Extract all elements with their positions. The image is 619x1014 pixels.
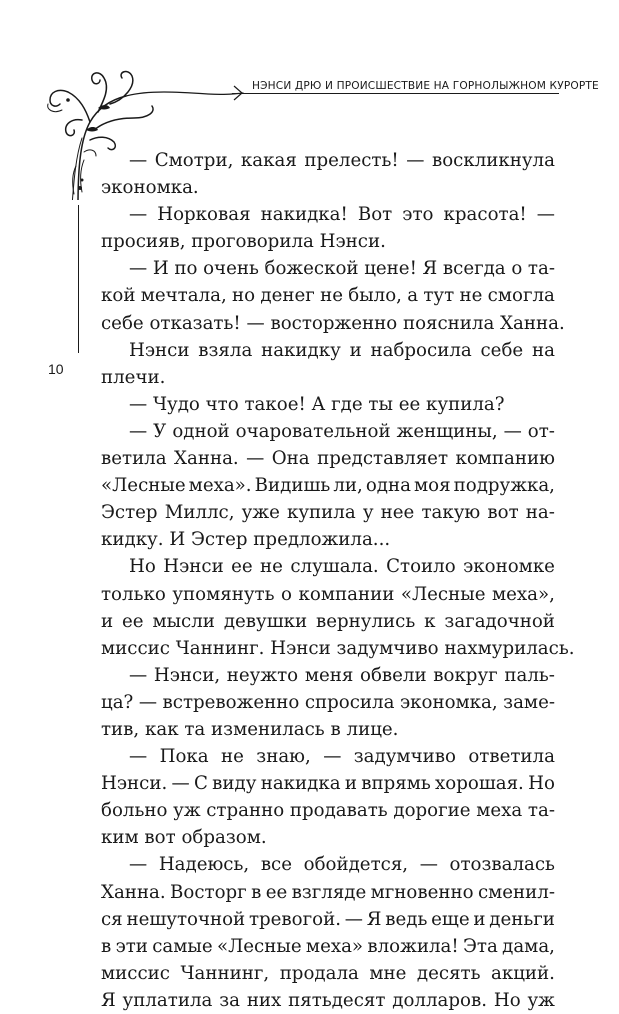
margin-rule: [78, 205, 79, 353]
word: деньги: [489, 908, 555, 930]
word: Вот: [357, 204, 393, 226]
word: ветила: [101, 448, 167, 470]
word: не: [320, 285, 343, 307]
word: продавать: [289, 800, 388, 822]
word: меха: [476, 800, 523, 822]
word: какая: [240, 150, 297, 171]
word: на-: [525, 502, 555, 524]
text-line: [101, 310, 565, 337]
word: кой: [101, 285, 136, 307]
word: Нэнси: [129, 339, 190, 361]
word: встревоженно: [162, 691, 300, 713]
text-line: [101, 879, 555, 906]
word: прелесть!: [304, 150, 399, 171]
word: компанию: [455, 448, 555, 470]
word: Ханна.: [174, 448, 239, 470]
line-text: тив, как та изменилась в лице.: [101, 718, 399, 740]
word: меха».: [188, 475, 252, 497]
word: Но: [528, 773, 555, 795]
word: вот: [487, 502, 519, 524]
word: вернулись: [316, 610, 416, 632]
word: воскликнула: [431, 150, 555, 171]
word: очень: [203, 258, 259, 280]
word: себе: [480, 339, 524, 361]
word: дорогие: [393, 800, 471, 822]
word: накидка!: [260, 204, 348, 226]
text-line: [101, 987, 555, 1014]
word: Эстер: [101, 502, 158, 524]
word: смогла: [487, 285, 555, 307]
word: Эта: [463, 935, 498, 957]
text-line: [101, 553, 555, 580]
word: и: [349, 339, 362, 361]
word: не: [260, 556, 283, 578]
word: одна: [365, 475, 411, 497]
text-line: [101, 770, 555, 797]
running-head: НЭНСИ ДРЮ И ПРОИСШЕСТВИЕ НА ГОРНОЛЫЖНОМ КУРОРТЕ: [252, 80, 599, 92]
text-line: [101, 255, 555, 282]
word: самые: [152, 935, 213, 957]
word: от-: [527, 420, 555, 442]
word: спросила: [304, 691, 395, 713]
word: не: [459, 285, 483, 307]
word: женщины,: [396, 420, 498, 442]
word: —: [138, 691, 157, 713]
word: ее: [122, 610, 144, 632]
word: —: [129, 204, 148, 226]
word: эти: [115, 935, 148, 957]
word: виду: [212, 773, 257, 795]
text-line: [101, 797, 555, 824]
word: Пока: [159, 746, 209, 768]
word: Я: [422, 258, 438, 280]
text-line: [101, 635, 575, 662]
word: все: [260, 854, 293, 876]
word: мечтала,: [140, 285, 227, 307]
word: экономка,: [399, 691, 498, 713]
word: Но: [129, 556, 156, 578]
body-text: [101, 147, 575, 1014]
text-line: [101, 228, 555, 255]
page-number: 10: [48, 361, 64, 377]
line-text: себе отказать! — восторженно пояснила Ханна.: [101, 312, 565, 334]
word: мгновенно: [370, 881, 474, 903]
word: набросила: [370, 339, 472, 361]
word: продала: [279, 962, 359, 984]
text-line: [101, 824, 555, 851]
word: вокруг: [433, 664, 498, 686]
word: Ханна.: [101, 881, 166, 903]
word: экономке: [463, 556, 555, 578]
word: у: [362, 502, 374, 524]
word: очаровательной: [235, 420, 391, 442]
word: Видишь: [254, 475, 331, 497]
text-line: [101, 364, 555, 391]
word: было,: [348, 285, 402, 307]
text-line: [101, 147, 555, 174]
word: —: [323, 746, 342, 768]
word: впрямь: [361, 773, 431, 795]
word: взгляде: [291, 881, 367, 903]
word: о: [281, 583, 292, 605]
word: заме-: [503, 691, 555, 713]
word: ца?: [101, 691, 134, 713]
line-text: — Чудо что такое! А где ты ее купила?: [129, 393, 505, 415]
word: отозвалась: [449, 854, 555, 876]
word: Я: [366, 908, 382, 930]
text-line: [101, 201, 555, 228]
word: —: [129, 420, 148, 442]
word: ведь: [385, 908, 428, 930]
word: уж: [527, 989, 555, 1011]
word: нее: [380, 502, 415, 524]
text-line: [101, 960, 555, 987]
word: взяла: [198, 339, 253, 361]
word: «Лесные: [101, 475, 186, 497]
word: ответила: [468, 746, 555, 768]
word: цене!: [364, 258, 417, 280]
word: Нэнси,: [153, 664, 221, 686]
word: уж: [173, 800, 201, 822]
word: та-: [527, 258, 555, 280]
word: ее: [231, 556, 253, 578]
word: и: [101, 610, 114, 632]
word: —: [129, 258, 148, 280]
word: неужто: [226, 664, 299, 686]
word: —: [171, 773, 190, 795]
word: Восторг: [170, 881, 247, 903]
word: всегда: [442, 258, 506, 280]
word: Нэнси: [163, 556, 224, 578]
word: и: [344, 773, 357, 795]
text-line: [101, 282, 555, 309]
word: в: [101, 935, 112, 957]
word: тут: [423, 285, 455, 307]
word: сменил-: [477, 881, 555, 903]
word: а: [407, 285, 419, 307]
line-text: ким вот образом.: [101, 827, 267, 849]
word: божеской: [264, 258, 359, 280]
word: мысли: [152, 610, 215, 632]
word: упомянуть: [172, 583, 275, 605]
text-line: [101, 337, 555, 364]
word: десять: [416, 962, 481, 984]
word: ее: [265, 881, 288, 903]
word: моя: [414, 475, 451, 497]
word: еще: [431, 908, 470, 930]
text-line: [101, 445, 555, 472]
word: —: [129, 854, 148, 876]
word: Я: [101, 989, 116, 1011]
word: —: [129, 664, 148, 686]
word: «Лесные: [216, 935, 302, 957]
word: Надеюсь,: [158, 854, 250, 876]
word: больно: [101, 800, 168, 822]
line-text: миссис Чаннинг. Нэнси задумчиво нахмурилась.: [101, 637, 575, 659]
word: обойдется,: [303, 854, 409, 876]
word: —: [129, 746, 148, 768]
word: о: [511, 258, 523, 280]
word: подружка,: [453, 475, 555, 497]
word: Миллс,: [164, 502, 235, 524]
text-line: [101, 418, 555, 445]
text-line: [101, 716, 555, 743]
word: —: [344, 908, 363, 930]
text-line: [101, 689, 555, 716]
word: не: [221, 746, 244, 768]
word: —: [536, 204, 555, 226]
word: пятьдесят: [288, 989, 386, 1011]
word: уже: [241, 502, 280, 524]
word: по: [174, 258, 198, 280]
header-rule: [232, 93, 559, 94]
word: —: [419, 854, 438, 876]
word: в: [251, 881, 262, 903]
word: Норковая: [157, 204, 251, 226]
text-line: [101, 608, 555, 635]
word: Но: [493, 989, 521, 1011]
word: —: [503, 420, 522, 442]
word: вложила!: [367, 935, 459, 957]
word: накидка: [260, 773, 341, 795]
word: компании: [298, 583, 395, 605]
word: И: [152, 258, 169, 280]
word: У: [153, 420, 167, 442]
word: обвели: [360, 664, 427, 686]
word: и: [473, 908, 486, 930]
word: Смотри,: [154, 150, 234, 171]
word: одной: [172, 420, 230, 442]
word: мне: [369, 962, 407, 984]
word: та-: [527, 800, 555, 822]
line-text: экономка.: [101, 177, 199, 199]
word: ся: [101, 908, 123, 930]
word: накидку: [261, 339, 341, 361]
word: слушала.: [290, 556, 379, 578]
word: меня: [304, 664, 354, 686]
word: Чаннинг,: [180, 962, 270, 984]
word: красота!: [443, 204, 527, 226]
word: на: [531, 339, 555, 361]
text-line: [101, 851, 555, 878]
word: девушки: [223, 610, 308, 632]
word: такую: [421, 502, 481, 524]
line-text: плечи.: [101, 366, 166, 388]
word: нешуточной: [126, 908, 246, 930]
text-line: [101, 906, 555, 933]
text-line: [101, 743, 555, 770]
word: ли,: [333, 475, 363, 497]
text-line: [101, 499, 555, 526]
word: паль-: [504, 664, 555, 686]
word: загадочной: [444, 610, 555, 632]
word: миссис: [101, 962, 170, 984]
word: Нэнси.: [101, 773, 168, 795]
word: меха»: [305, 935, 364, 957]
text-line: [101, 391, 555, 418]
word: С: [193, 773, 208, 795]
word: «Лесные: [400, 583, 486, 605]
text-line: [101, 662, 555, 689]
line-text: кидку. И Эстер предложила...: [101, 529, 391, 551]
word: но: [232, 285, 256, 307]
word: знаю,: [256, 746, 311, 768]
word: тревогой.: [248, 908, 342, 930]
word: странно: [206, 800, 285, 822]
text-line: [101, 581, 555, 608]
word: Стоило: [386, 556, 456, 578]
word: только: [101, 583, 166, 605]
word: них: [246, 989, 282, 1011]
word: к: [424, 610, 436, 632]
word: —: [246, 448, 265, 470]
word: представляет: [317, 448, 449, 470]
word: денег: [260, 285, 315, 307]
word: задумчиво: [353, 746, 456, 768]
word: Она: [271, 448, 310, 470]
word: меха»,: [492, 583, 555, 605]
word: акций.: [491, 962, 555, 984]
word: хорошая.: [435, 773, 524, 795]
word: —: [129, 150, 148, 171]
line-text: просияв, проговорила Нэнси.: [101, 231, 386, 253]
word: уплатила: [122, 989, 213, 1011]
word: —: [406, 150, 425, 171]
word: за: [219, 989, 240, 1011]
word: купила: [286, 502, 356, 524]
word: долларов.: [392, 989, 487, 1011]
text-line: [101, 174, 555, 201]
text-line: [101, 933, 555, 960]
text-line: [101, 526, 555, 553]
text-line: [101, 472, 555, 499]
word: это: [402, 204, 434, 226]
word: дама,: [502, 935, 555, 957]
